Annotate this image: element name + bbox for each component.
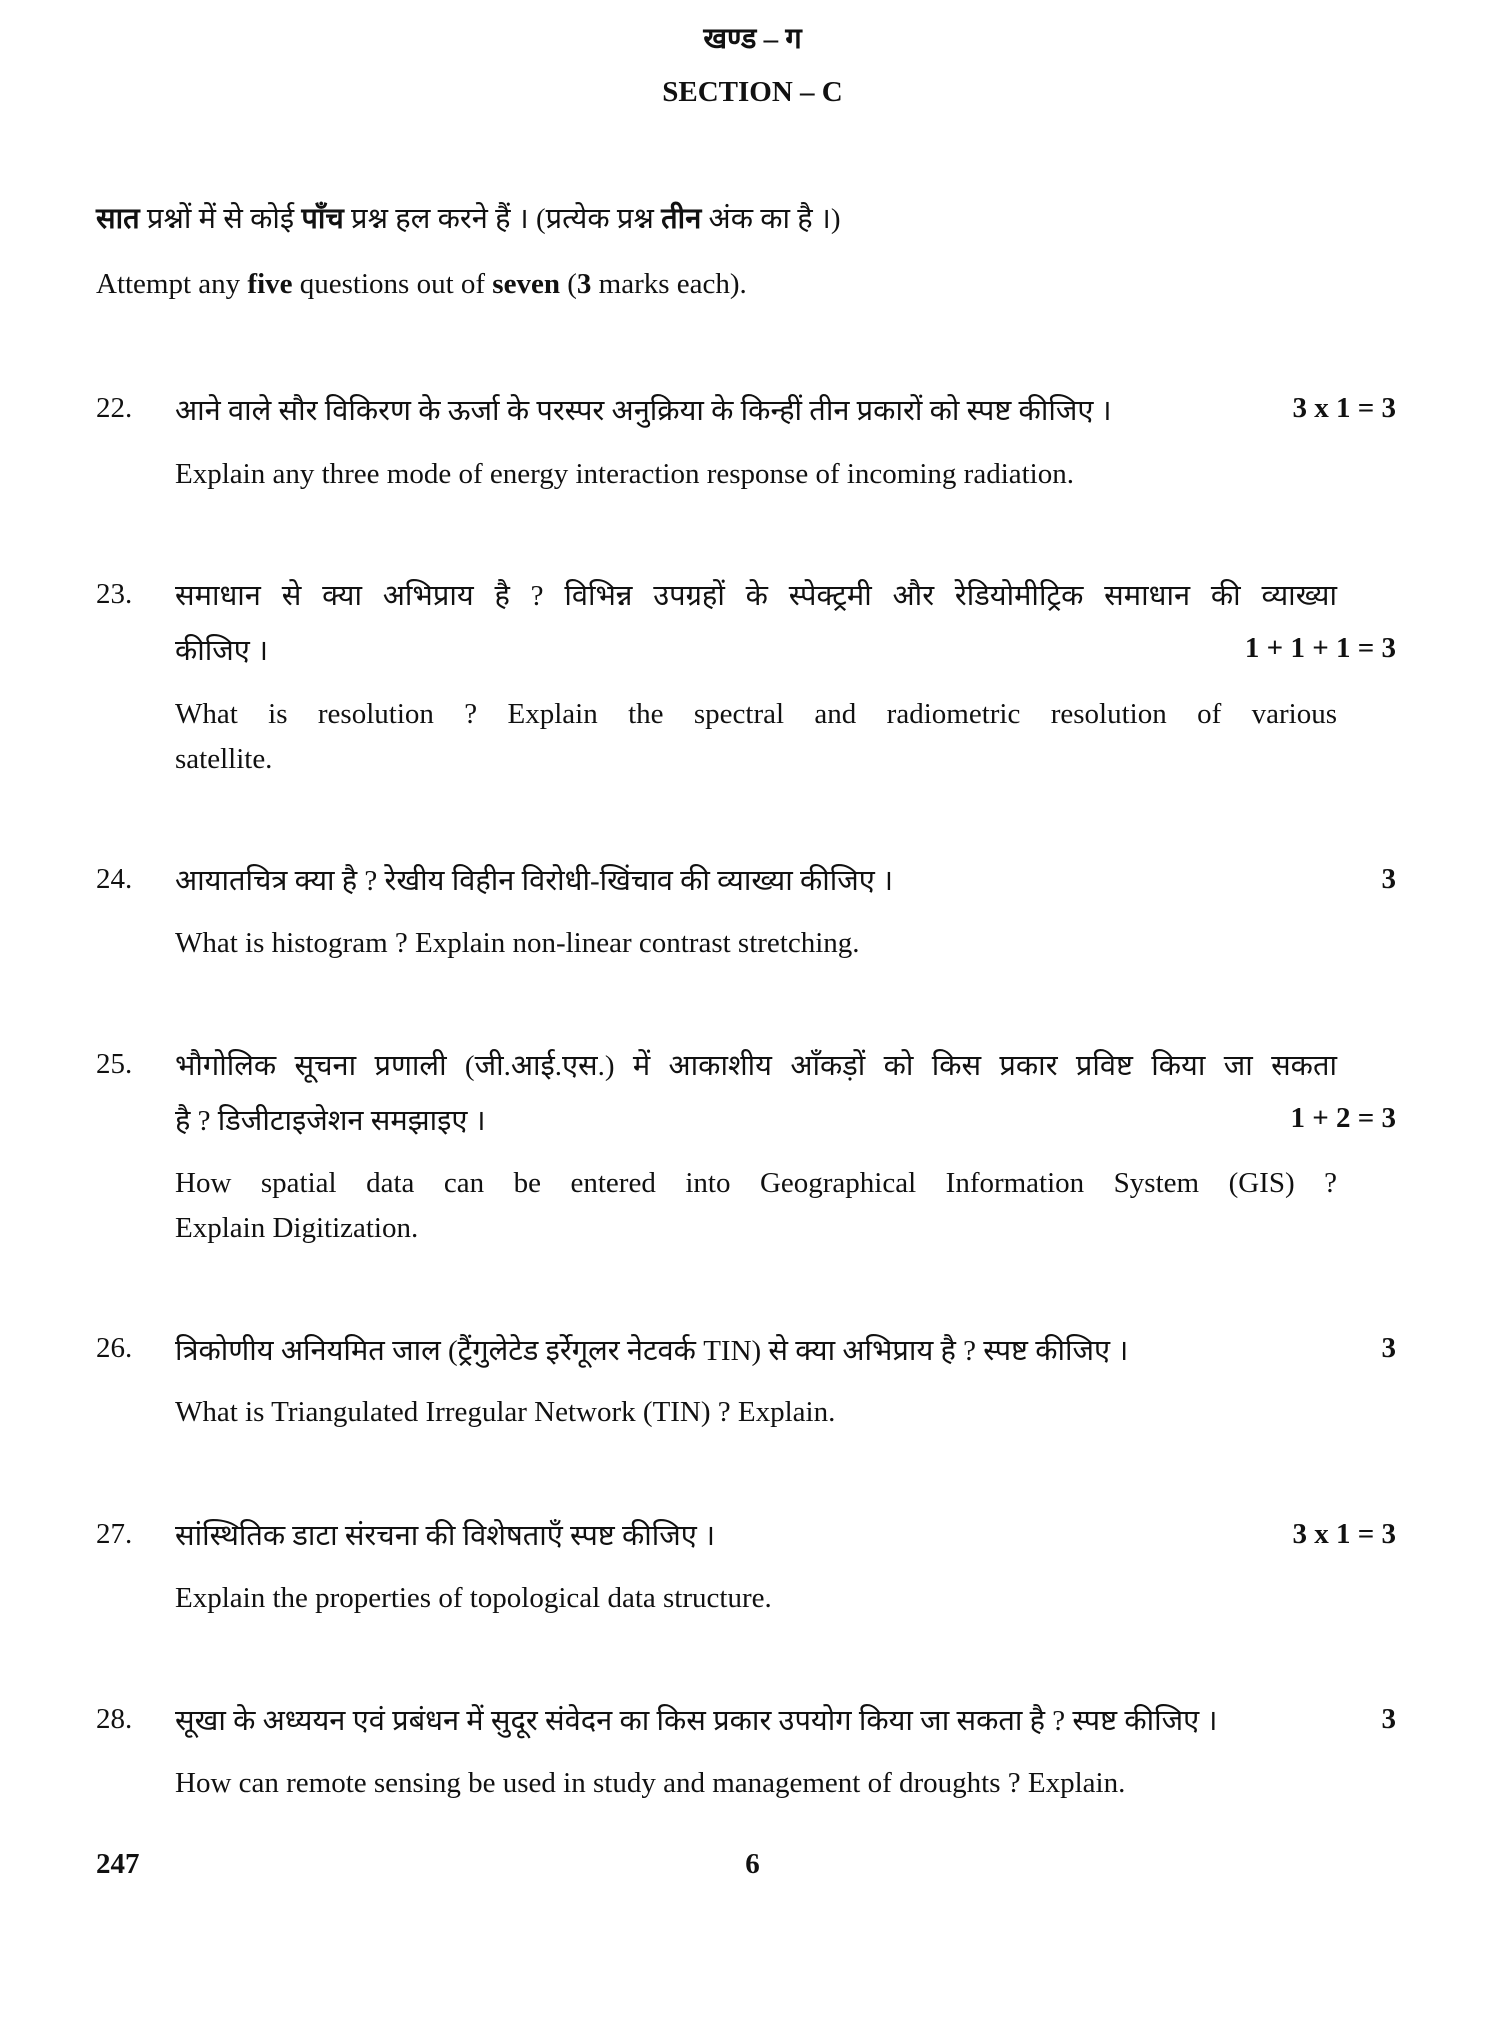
section-title: SECTION – C xyxy=(662,76,843,108)
question-number: 27. xyxy=(96,1518,133,1550)
question-english: What is resolution ? Explain the spectral and radiometric resolution of various xyxy=(175,698,1337,730)
instructions-hindi xyxy=(96,198,841,237)
question-english: How can remote sensing be used in study and management of droughts ? Explain. xyxy=(175,1767,1126,1799)
question-number: 23. xyxy=(96,578,133,610)
question-hindi: सांस्थितिक डाटा संरचना की विशेषताएँ स्पष्ट कीजिए । xyxy=(175,1520,716,1552)
text: ( xyxy=(559,268,577,300)
question-english: Explain any three mode of energy interaction response of incoming radiation. xyxy=(175,458,1074,490)
question-marks: 3 xyxy=(1381,863,1396,895)
question-hindi: समाधान से क्या अभिप्राय है ? विभिन्न उपग्रहों के स्पेक्ट्रमी और रेडियोमीट्रिक समाधान की व्याख्या xyxy=(175,580,1337,612)
text-bold: सात xyxy=(96,203,140,235)
text: Attempt any xyxy=(96,268,248,300)
question-marks: 3 x 1 = 3 xyxy=(1292,392,1396,424)
question-hindi: आयातचित्र क्या है ? रेखीय विहीन विरोधी-खिंचाव की व्याख्या कीजिए । xyxy=(175,865,894,897)
question-hindi: भौगोलिक सूचना प्रणाली (जी.आई.एस.) में आकाशीय आँकड़ों को किस प्रकार प्रविष्ट किया जा सकता xyxy=(175,1050,1337,1082)
question-number: 26. xyxy=(96,1332,133,1364)
text: अंक का है ।) xyxy=(701,203,841,235)
text-bold: five xyxy=(247,268,293,300)
question-number: 25. xyxy=(96,1048,133,1080)
question-marks: 3 xyxy=(1381,1332,1396,1364)
question-english: Explain the properties of topological data structure. xyxy=(175,1582,772,1614)
text: questions out of xyxy=(292,268,493,300)
text: प्रश्नों में से कोई xyxy=(139,203,302,235)
question-hindi: त्रिकोणीय अनियमित जाल (ट्रैंगुलेटेड इर्रेगूलर नेटवर्क TIN) से क्या अभिप्राय है ? स्पष्ट कीजिए । xyxy=(175,1335,1129,1367)
question-english: What is histogram ? Explain non-linear contrast stretching. xyxy=(175,927,860,959)
question-english: How spatial data can be entered into Geographical Information System (GIS) ? xyxy=(175,1167,1337,1199)
question-hindi: कीजिए । xyxy=(175,635,269,667)
page-number: 6 xyxy=(745,1848,760,1880)
question-number: 24. xyxy=(96,863,133,895)
question-english: Explain Digitization. xyxy=(175,1212,419,1244)
question-english: satellite. xyxy=(175,743,273,775)
question-hindi: सूखा के अध्ययन एवं प्रबंधन में सुदूर संवेदन का किस प्रकार उपयोग किया जा सकता है ? स्पष्ट कीजिए । xyxy=(175,1705,1218,1737)
question-number: 28. xyxy=(96,1703,133,1735)
question-english: What is Triangulated Irregular Network (TIN) ? Explain. xyxy=(175,1396,836,1428)
text-bold: 3 xyxy=(576,268,592,300)
text: प्रश्न हल करने हैं । (प्रत्येक प्रश्न xyxy=(343,203,662,235)
section-title-hindi: खण्ड – ग xyxy=(703,23,802,55)
text: marks each). xyxy=(591,268,747,300)
question-hindi: आने वाले सौर विकिरण के ऊर्जा के परस्पर अनुक्रिया के किन्हीं तीन प्रकारों को स्पष्ट कीजिए । xyxy=(175,395,1112,427)
text-bold: पाँच xyxy=(301,203,344,235)
question-marks: 3 xyxy=(1381,1703,1396,1735)
question-marks: 1 + 2 = 3 xyxy=(1290,1102,1396,1134)
question-hindi: है ? डिजीटाइजेशन समझाइए । xyxy=(175,1105,486,1137)
instructions-english xyxy=(96,268,747,301)
question-number: 22. xyxy=(96,392,133,424)
question-marks: 3 x 1 = 3 xyxy=(1292,1518,1396,1550)
text-bold: तीन xyxy=(661,203,702,235)
question-marks: 1 + 1 + 1 = 3 xyxy=(1244,632,1396,664)
text-bold: seven xyxy=(492,268,560,300)
paper-code: 247 xyxy=(96,1848,140,1880)
